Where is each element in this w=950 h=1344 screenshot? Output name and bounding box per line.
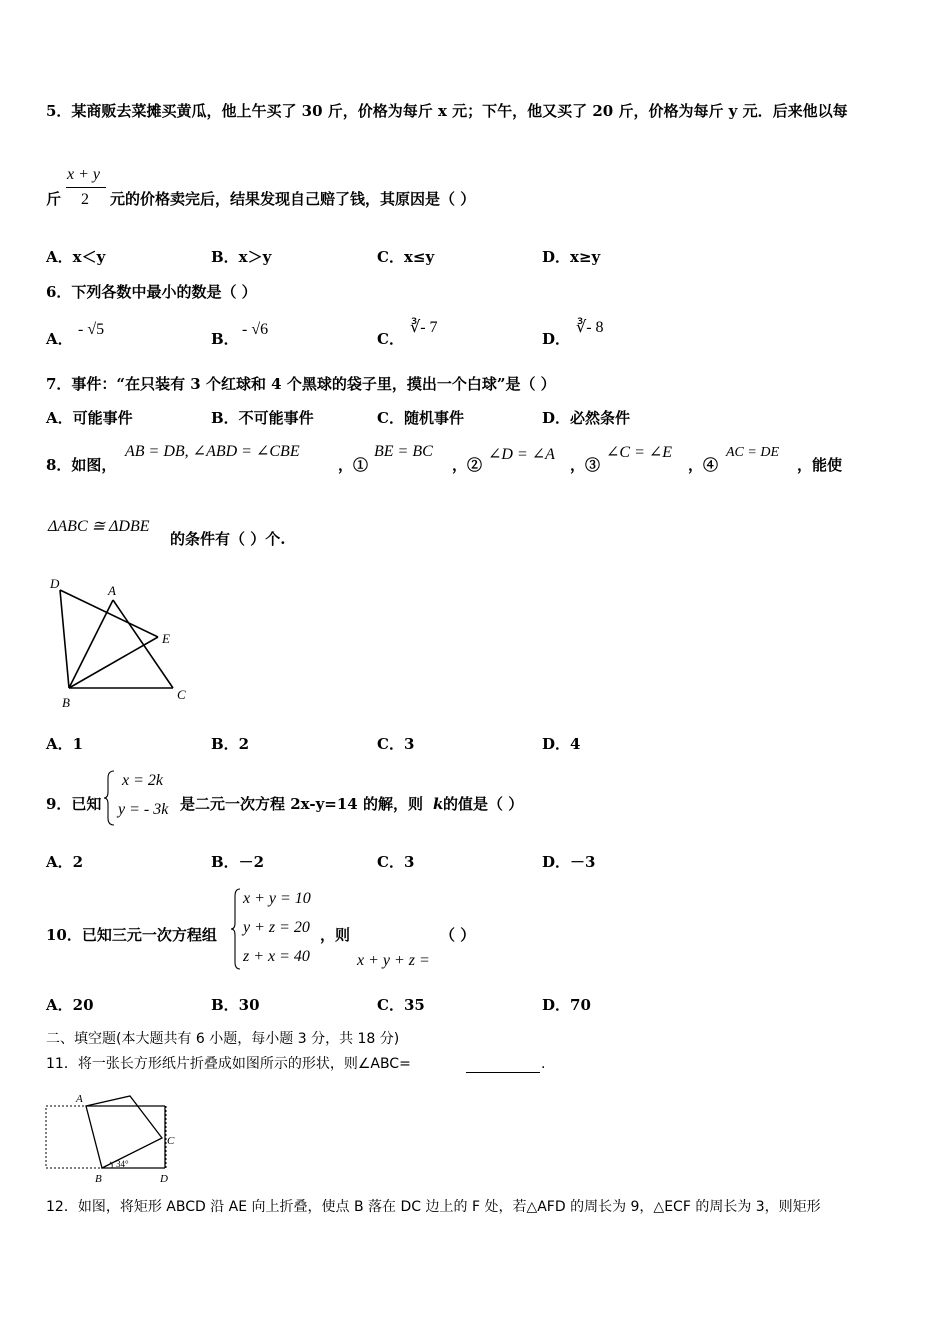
q5-suffix: 元的价格卖完后，结果发现自己赔了钱，其原因是（ ） [110, 190, 476, 208]
q10-option-a: A．20 [46, 996, 94, 1014]
q9-suffix-b: 的值是（ ） [443, 795, 524, 813]
q8-option-b: B．2 [211, 735, 250, 753]
q8-label-c: C [177, 687, 186, 702]
q8-label-e: E [162, 631, 170, 646]
q11-answer-blank[interactable] [466, 1072, 540, 1073]
q8-given: AB = DB, ∠ABD = ∠CBE [125, 443, 300, 460]
q5-option-b: B．x＞y [211, 248, 272, 266]
q9-suffix-a: 是二元一次方程 2x-y=14 的解，则 [180, 795, 423, 813]
q7-option-b: B．不可能事件 [211, 409, 314, 427]
q7-option-a: A．可能事件 [46, 409, 133, 427]
q11-angle-label: 34° [116, 1159, 129, 1169]
q9-k: k [433, 795, 444, 813]
q8-c2-sep: ，② [452, 456, 483, 474]
q8-condition-1: BE = BC [374, 443, 433, 460]
q9-option-b: B．－2 [211, 853, 265, 871]
q7-option-d: D．必然条件 [542, 409, 631, 427]
q8-label-d: D [50, 576, 60, 591]
q8-c1-sep: ，① [338, 456, 369, 474]
q9-option-d: D．－3 [542, 853, 596, 871]
q7-stem: 7．事件：“在只装有 3 个红球和 4 个黑球的袋子里，摸出一个白球”是（ ） [46, 375, 556, 393]
q10-eq3: z + x = 40 [243, 948, 310, 965]
q8-option-c: C．3 [377, 735, 415, 753]
q8-end: ，能使 [797, 456, 843, 474]
q9-eq1: x = 2k [122, 772, 163, 789]
q11-end: . [541, 1056, 546, 1072]
q8-label-b: B [62, 695, 70, 710]
q5-prefix: 斤 [46, 190, 62, 208]
q10-option-d: D．70 [542, 996, 591, 1014]
q6-label-b: B． [211, 330, 239, 348]
q7-option-c: C．随机事件 [377, 409, 464, 427]
q8-condition-4: AC = DE [726, 445, 779, 460]
q10-paren: （ ） [440, 926, 476, 944]
q10-then: ，则 [320, 926, 351, 944]
q10-eq1: x + y = 10 [243, 890, 311, 907]
q9-eq2: y = - 3k [118, 801, 169, 818]
q6-value-c: ∛- 7 [410, 319, 438, 336]
q10-expr: x + y + z = [357, 952, 430, 969]
q5-fraction-bar [66, 187, 106, 188]
section-2-heading: 二、填空题(本大题共有 6 小题，每小题 3 分，共 18 分) [46, 1031, 400, 1047]
q9-option-c: C．3 [377, 853, 415, 871]
q10-option-b: B．30 [211, 996, 260, 1014]
q8-conclusion: ΔABC ≅ ΔDBE [48, 518, 150, 535]
q10-prefix: 10．已知三元一次方程组 [46, 926, 217, 944]
q6-value-d: ∛- 8 [576, 319, 604, 336]
q11-stem: 11．将一张长方形纸片折叠成如图所示的形状，则∠ABC= [46, 1056, 411, 1072]
q8-option-d: D．4 [542, 735, 581, 753]
q10-option-c: C．35 [377, 996, 425, 1014]
q6-label-a: A． [46, 330, 73, 348]
q5-fraction-numerator: x + y [67, 166, 100, 183]
q9-prefix: 9．已知 [46, 795, 102, 813]
q8-c3-sep: ，③ [570, 456, 601, 474]
q5-line1: 5．某商贩去菜摊买黄瓜，他上午买了 30 斤，价格为每斤 x 元；下午，他又买了 20 斤，价格为每斤 y 元．后来他以每 [46, 102, 848, 120]
q6-label-d: D． [542, 330, 571, 348]
q8-prefix: 8．如图， [46, 456, 117, 474]
q8-c4-sep: ，④ [688, 456, 719, 474]
q10-brace [231, 888, 243, 970]
q10-eq2: y + z = 20 [243, 919, 310, 936]
q6-value-a: - √5 [78, 321, 105, 338]
q6-stem: 6．下列各数中最小的数是（ ） [46, 283, 257, 301]
q11-figure [40, 1090, 190, 1190]
q8-label-a: A [108, 583, 116, 598]
q8-option-a: A．1 [46, 735, 84, 753]
q9-brace [104, 770, 118, 826]
q9-option-a: A．2 [46, 853, 84, 871]
q11-label-a: A [76, 1093, 83, 1105]
q8-condition-3: ∠C = ∠E [606, 444, 673, 461]
q11-label-c: C [167, 1135, 175, 1147]
q8-conclusion-suffix: 的条件有（ ）个. [170, 530, 286, 548]
q5-option-a: A．x＜y [46, 248, 106, 266]
q8-condition-2: ∠D = ∠A [488, 446, 555, 463]
q5-option-d: D．x≥y [542, 248, 601, 266]
q8-figure [40, 575, 200, 715]
q6-label-c: C． [377, 330, 404, 348]
q6-value-b: - √6 [242, 321, 269, 338]
q5-fraction-denominator: 2 [81, 191, 89, 208]
q12-stem: 12．如图，将矩形 ABCD 沿 AE 向上折叠，使点 B 落在 DC 边上的 F 处，若△AFD 的周长为 9，△ECF 的周长为 3，则矩形 [46, 1199, 821, 1215]
q11-label-d: D [160, 1173, 168, 1185]
q11-label-b: B [95, 1173, 102, 1185]
q5-option-c: C．x≤y [377, 248, 435, 266]
